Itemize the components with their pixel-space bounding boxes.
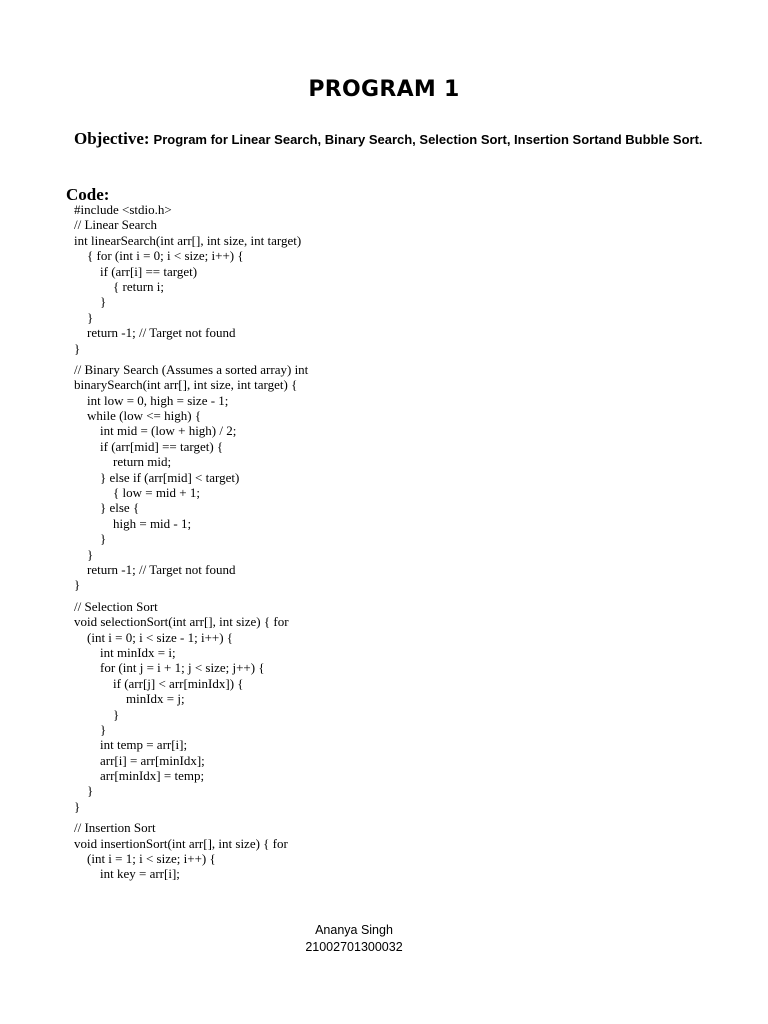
code-line: if (arr[mid] == target) { (74, 438, 224, 454)
code-line: return mid; (74, 454, 172, 470)
code-line: while (low <= high) { (74, 408, 202, 424)
code-line: if (arr[j] < arr[minIdx]) { (74, 675, 244, 691)
author-name: Ananya Singh (315, 923, 393, 937)
code-line: int minIdx = i; (74, 644, 176, 660)
code-line: // Selection Sort (74, 598, 158, 614)
code-line: // Insertion Sort (74, 820, 156, 836)
code-line: return -1; // Target not found (74, 561, 236, 577)
objective-label: Objective: (74, 129, 150, 148)
code-line: return -1; // Target not found (74, 325, 236, 341)
code-line: #include <stdio.h> (74, 202, 172, 217)
code-line: } (74, 721, 107, 737)
page-title: PROGRAM 1 (308, 77, 460, 102)
code-line: } (74, 706, 120, 722)
code-line: // Linear Search (74, 217, 158, 233)
code-line: } (74, 798, 81, 814)
code-line: arr[i] = arr[minIdx]; (74, 752, 205, 768)
code-line: } (74, 294, 107, 310)
code-line: int mid = (low + high) / 2; (74, 423, 237, 439)
code-line: } (74, 531, 107, 547)
code-line: void insertionSort(int arr[], int size) { for (74, 835, 288, 851)
code-label: Code: (66, 185, 110, 204)
code-line: high = mid - 1; (74, 515, 192, 531)
code-block (74, 202, 714, 882)
code-line: void selectionSort(int arr[], int size) { for (74, 614, 289, 630)
code-line: { low = mid + 1; (74, 485, 200, 501)
code-line: } (74, 340, 81, 356)
code-line: minIdx = j; (74, 691, 185, 707)
code-line: { for (int i = 0; i < size; i++) { (74, 248, 244, 264)
code-line: { return i; (74, 278, 165, 294)
code-line: } else if (arr[mid] < target) (74, 469, 240, 485)
footer (0, 922, 708, 956)
code-line: binarySearch(int arr[], int size, int target) { (74, 377, 298, 393)
code-line: int key = arr[i]; (74, 866, 180, 882)
code-line: for (int j = i + 1; j < size; j++) { (74, 660, 265, 676)
code-line: int temp = arr[i]; (74, 737, 188, 753)
code-line: if (arr[i] == target) (74, 263, 198, 279)
code-line: } (74, 783, 94, 799)
code-line: // Binary Search (Assumes a sorted array) int (74, 361, 309, 377)
author-id: 21002701300032 (305, 940, 403, 954)
code-line: } (74, 577, 81, 593)
objective (74, 130, 704, 149)
code-line: } else { (74, 500, 140, 516)
code-line: (int i = 0; i < size - 1; i++) { (74, 629, 234, 645)
code-line: (int i = 1; i < size; i++) { (74, 851, 216, 867)
code-line: int low = 0, high = size - 1; (74, 392, 229, 408)
code-line: } (74, 309, 94, 325)
objective-text: Program for Linear Search, Binary Search, Selection Sort, Insertion Sortand Bubble Sort. (153, 132, 703, 147)
code-line: } (74, 546, 94, 562)
code-line: arr[minIdx] = temp; (74, 768, 205, 784)
code-line: int linearSearch(int arr[], int size, int target) (74, 232, 302, 248)
